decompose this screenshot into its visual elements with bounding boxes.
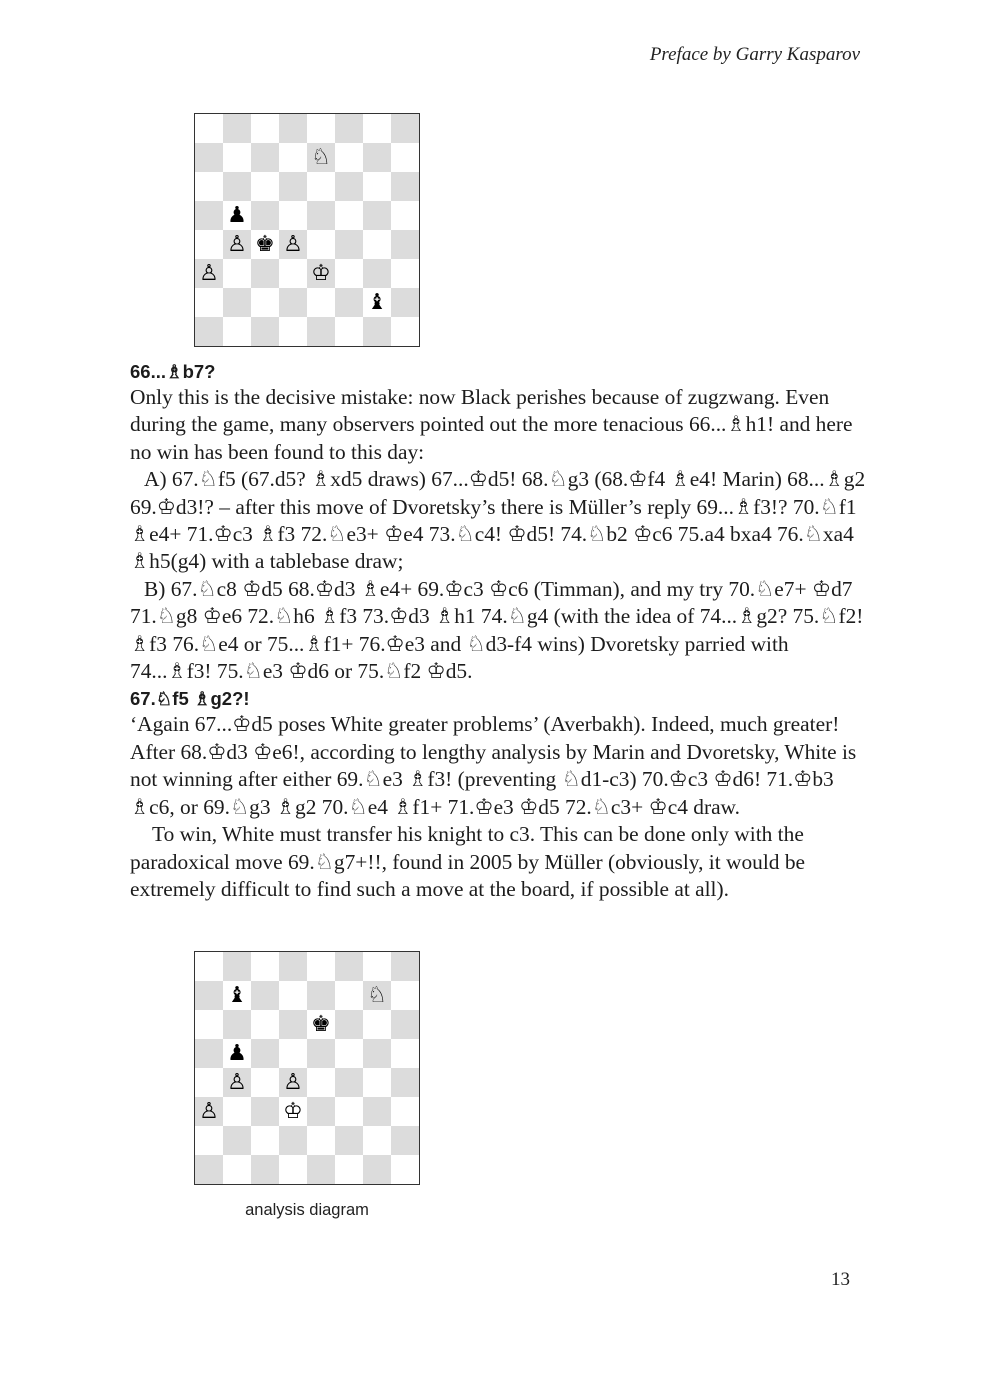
board-square xyxy=(335,114,363,143)
board-square xyxy=(335,259,363,288)
board-square xyxy=(251,1126,279,1155)
board-square-piece: ♚ xyxy=(311,1011,331,1037)
board-square xyxy=(335,1068,363,1097)
board-square xyxy=(279,317,307,346)
board-square xyxy=(335,317,363,346)
paragraph: Only this is the decisive mistake: now Black perishes because of zugzwang. Even during the game, many observers pointed out the more tenacious 66...♗h1! and here no win has been found to this day: xyxy=(130,385,853,464)
board-square xyxy=(251,201,279,230)
board-square xyxy=(251,1068,279,1097)
board-square xyxy=(195,1068,223,1097)
board-square xyxy=(251,143,279,172)
board-square xyxy=(251,1097,279,1126)
move-heading: 66...♗b7? xyxy=(130,361,216,382)
board-square xyxy=(279,288,307,317)
board-square xyxy=(307,201,335,230)
board-square xyxy=(391,114,419,143)
board-square xyxy=(363,1039,391,1068)
board-square xyxy=(195,952,223,981)
board-square xyxy=(363,1097,391,1126)
board-square xyxy=(251,1010,279,1039)
board-square xyxy=(195,1039,223,1068)
board-square xyxy=(335,981,363,1010)
board-square xyxy=(223,317,251,346)
board-square xyxy=(391,172,419,201)
board-square xyxy=(279,981,307,1010)
board-square xyxy=(251,317,279,346)
board-square xyxy=(223,952,251,981)
board-square xyxy=(195,230,223,259)
board-square xyxy=(251,259,279,288)
board-square xyxy=(363,114,391,143)
board-square xyxy=(195,981,223,1010)
board-square-piece: ♙ xyxy=(223,1068,251,1097)
board-square xyxy=(251,288,279,317)
board-square xyxy=(251,172,279,201)
board-square-piece: ♝ xyxy=(367,289,387,315)
board-square xyxy=(223,1010,251,1039)
board-square xyxy=(391,259,419,288)
board-square xyxy=(223,259,251,288)
board-square xyxy=(391,952,419,981)
variation-b: B) 67.♘c8 ♔d5 68.♔d3 ♗e4+ 69.♔c3 ♔c6 (Timman), and my try 70.♘e7+ ♔d7 71.♘g8 ♔e6 72.♘h6 ♗f3 73.♔d3 ♗h1 74.♘g4 (with the idea of 74...♗g2? 75.♘f2! ♗f3 76.♘e4 or 75...♗f1+ 76.♔e3 and ♘d3-f4 wins) Dvoretsky parried with 74...♗f3! 75.♘e3 ♔d6 or 75.♘f2 ♔d5. xyxy=(130,576,864,684)
board-square xyxy=(335,1097,363,1126)
board-square xyxy=(251,952,279,981)
commentary-text xyxy=(130,358,870,903)
board-square xyxy=(391,288,419,317)
board-square xyxy=(279,1126,307,1155)
board-square xyxy=(279,259,307,288)
board-square-piece: ♘ xyxy=(307,143,335,172)
board-square xyxy=(391,1010,419,1039)
board-square xyxy=(391,1039,419,1068)
board-square-piece: ♚ xyxy=(255,231,275,257)
board-square xyxy=(335,230,363,259)
board-square xyxy=(363,259,391,288)
board-square xyxy=(363,230,391,259)
board-square xyxy=(223,1155,251,1184)
board-square xyxy=(363,172,391,201)
move-heading: 67.♘f5 ♗g2?! xyxy=(130,688,250,710)
board-square xyxy=(251,981,279,1010)
board-square xyxy=(391,1068,419,1097)
board-square-piece: ♙ xyxy=(279,230,307,259)
board-square xyxy=(335,1155,363,1184)
board-square xyxy=(279,143,307,172)
board-square xyxy=(223,288,251,317)
board-square xyxy=(307,288,335,317)
board-square xyxy=(223,172,251,201)
board-square xyxy=(307,114,335,143)
board-square xyxy=(335,1010,363,1039)
board-square-piece: ♟ xyxy=(227,202,247,228)
board-square xyxy=(279,1155,307,1184)
board-square xyxy=(391,1097,419,1126)
board-square xyxy=(335,172,363,201)
board-square xyxy=(363,317,391,346)
board-square xyxy=(251,1039,279,1068)
diagram-caption: analysis diagram xyxy=(245,1201,369,1219)
board-square xyxy=(307,1039,335,1068)
board-square xyxy=(391,201,419,230)
board-square xyxy=(195,288,223,317)
board-square xyxy=(391,981,419,1010)
board-square-piece: ♔ xyxy=(307,259,335,288)
board-square xyxy=(223,1097,251,1126)
board-square xyxy=(307,952,335,981)
board-square xyxy=(279,1039,307,1068)
board-square xyxy=(279,172,307,201)
board-square xyxy=(195,143,223,172)
board-square xyxy=(307,230,335,259)
board-square xyxy=(363,143,391,172)
variation-a: A) 67.♘f5 (67.d5? ♗xd5 draws) 67...♔d5! 68.♘g3 (68.♔f4 ♗e4! Marin) 68...♗g2 69.♔d3!? – after this move of Dvoretsky’s there is Müller’s reply 69...♗f3!? 70.♘f1 ♗e4+ 71.♔c3 ♗f3 72.♘e3+ ♔e4 73.♘c4! ♔d5! 74.♘b2 ♔c6 75.a4 bxa4 76.♘xa4 ♗h5(g4) with a tablebase draw; xyxy=(130,467,866,574)
paragraph: To win, White must transfer his knight to c3. This can be done only with the paradoxical move 69.♘g7+!!, found in 2005 by Müller (obviously, it would be extremely difficult to find such a move at the board, if possible at all). xyxy=(130,822,806,901)
board-square xyxy=(363,1126,391,1155)
board-square xyxy=(335,1039,363,1068)
board-square xyxy=(195,172,223,201)
chess-diagram xyxy=(194,951,420,1185)
board-square-piece: ♘ xyxy=(363,981,391,1010)
board-square xyxy=(279,114,307,143)
board-square xyxy=(335,288,363,317)
board-square xyxy=(195,1155,223,1184)
board-square xyxy=(391,317,419,346)
board-square xyxy=(195,317,223,346)
board-square xyxy=(251,1155,279,1184)
board-square xyxy=(279,1010,307,1039)
board-square xyxy=(307,317,335,346)
board-square xyxy=(363,201,391,230)
board-square xyxy=(335,201,363,230)
board-square-piece: ♙ xyxy=(195,1097,223,1126)
board-square xyxy=(391,230,419,259)
board-square xyxy=(223,114,251,143)
board-square xyxy=(307,1097,335,1126)
chess-diagram xyxy=(194,113,420,347)
board-square-piece: ♟ xyxy=(227,1040,247,1066)
board-square xyxy=(195,114,223,143)
board-square xyxy=(223,1126,251,1155)
board-square xyxy=(223,143,251,172)
board-square xyxy=(307,1155,335,1184)
board-square xyxy=(279,201,307,230)
board-square xyxy=(307,1126,335,1155)
running-header: Preface by Garry Kasparov xyxy=(649,44,860,65)
board-square-piece: ♙ xyxy=(279,1068,307,1097)
board-square xyxy=(363,952,391,981)
board-square xyxy=(335,143,363,172)
board-square-piece: ♙ xyxy=(223,230,251,259)
board-square xyxy=(335,1126,363,1155)
board-square xyxy=(363,1068,391,1097)
board-square xyxy=(195,1126,223,1155)
paragraph: ‘Again 67...♔d5 poses White greater problems’ (Averbakh). Indeed, much greater! After 68.♔d3 ♔e6!, according to lengthy analysis by Marin and Dvoretsky, White is not winning after either 69.♘e3 ♗f3! (preventing ♘d1-c3) 70.♔c3 ♔d6! 71.♔b3 ♗c6, or 69.♘g3 ♗g2 70.♘e4 ♗f1+ 71.♔e3 ♔d5 72.♘c3+ ♔c4 draw. xyxy=(130,712,857,819)
board-square xyxy=(307,172,335,201)
board-square-piece: ♝ xyxy=(227,982,247,1008)
board-square xyxy=(307,1068,335,1097)
board-square xyxy=(251,114,279,143)
board-square-piece: ♙ xyxy=(195,259,223,288)
page-number: 13 xyxy=(831,1269,850,1290)
board-square xyxy=(391,1126,419,1155)
board-square xyxy=(391,1155,419,1184)
board-square xyxy=(307,981,335,1010)
board-square-piece: ♔ xyxy=(283,1098,303,1124)
board-square xyxy=(363,1010,391,1039)
board-square xyxy=(195,201,223,230)
board-square xyxy=(335,952,363,981)
board-square xyxy=(363,1155,391,1184)
board-square xyxy=(279,952,307,981)
board-square xyxy=(195,1010,223,1039)
board-square xyxy=(391,143,419,172)
